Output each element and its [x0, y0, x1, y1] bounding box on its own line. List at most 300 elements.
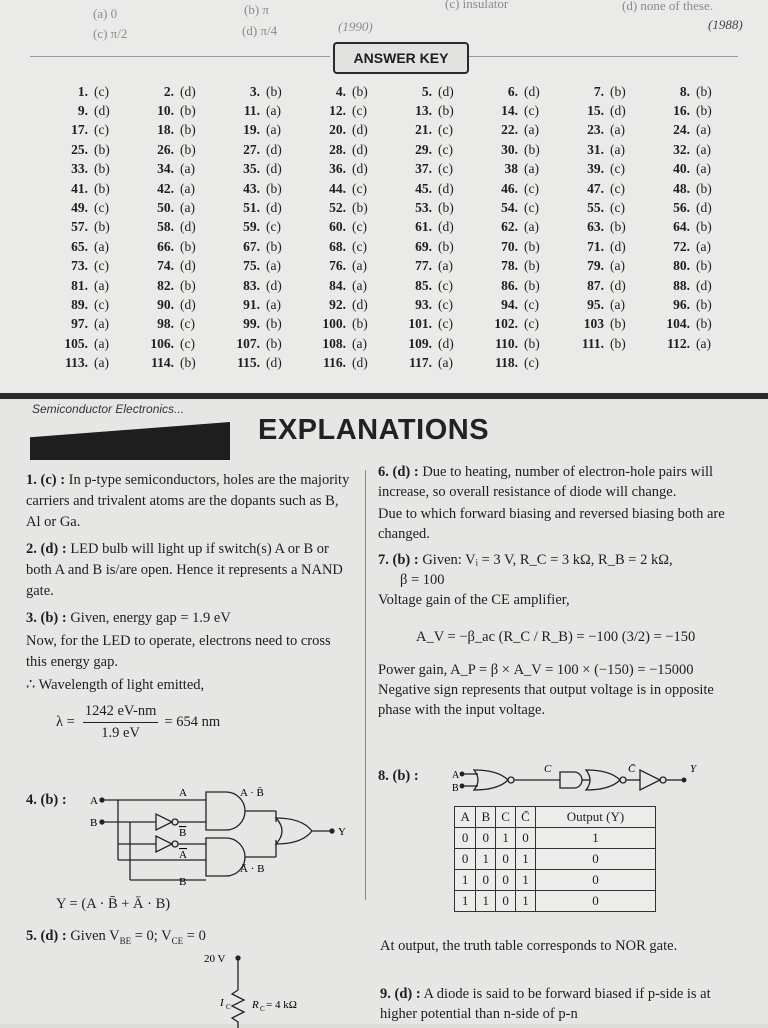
answer-value: (b)	[266, 83, 282, 99]
answer-value: (d)	[94, 103, 110, 119]
answer-number: 104.	[666, 316, 690, 332]
truth-table-cell: 1	[476, 849, 496, 870]
answer-value: (b)	[610, 83, 626, 99]
rc-value: = 4 kΩ	[266, 999, 297, 1011]
truth-table-cell: 0	[535, 891, 655, 912]
explanation-6-text: Due to which forward biasing and reversed biasing both are changed.	[378, 506, 725, 542]
answer-number: 24.	[673, 122, 690, 138]
divider	[30, 56, 330, 57]
answer-cell	[564, 103, 650, 119]
answer-number: 76.	[329, 258, 346, 274]
nor-circuit-diagram	[450, 760, 750, 800]
answer-cell	[306, 103, 392, 119]
circuit-result: Y = (A · B̄ + Ā · B)	[56, 896, 171, 912]
answer-value: (a)	[524, 122, 539, 138]
answer-value: (c)	[438, 122, 453, 138]
answer-grid	[48, 82, 738, 373]
answer-cell	[48, 142, 134, 158]
answer-cell	[564, 122, 650, 138]
wire-a-label: A	[179, 787, 187, 799]
explanation-text: Given V	[70, 928, 120, 944]
answer-cell	[220, 161, 306, 177]
truth-table-cell: 0	[496, 891, 516, 912]
answer-key-title: ANSWER KEY	[333, 42, 469, 74]
answer-value: (c)	[94, 122, 109, 138]
answer-option: (b) :	[392, 768, 419, 784]
answer-number: 66.	[157, 238, 174, 254]
truth-table-cell: 1	[516, 891, 536, 912]
truth-table-header-cell: B	[476, 807, 496, 828]
answer-number: 77.	[415, 258, 432, 274]
answer-value: (b)	[352, 83, 368, 99]
answer-value: (a)	[180, 200, 195, 216]
answer-number: 99.	[243, 316, 260, 332]
answer-value: (a)	[696, 141, 711, 157]
answer-number: 15.	[587, 103, 604, 119]
wavelength-equation	[56, 698, 354, 746]
equation-rhs: = 654 nm	[164, 713, 221, 730]
prev-option: (d) π/4	[242, 23, 278, 38]
answer-cell	[650, 181, 736, 197]
answer-cell	[306, 336, 392, 352]
answer-value: (d)	[180, 258, 196, 274]
prev-option: (d) none of these.	[622, 0, 713, 13]
answer-row	[48, 179, 738, 198]
answer-row	[48, 237, 738, 256]
answer-value: (c)	[438, 316, 453, 332]
answer-value: (d)	[266, 277, 282, 293]
answer-cell	[220, 297, 306, 313]
answer-cell	[478, 103, 564, 119]
output-y-label: Y	[690, 763, 697, 775]
answer-row	[48, 82, 738, 101]
answer-number: 92.	[329, 296, 346, 312]
answer-number: 74.	[157, 258, 174, 274]
answer-value: (c)	[610, 161, 625, 177]
answer-cell	[220, 200, 306, 216]
answer-number: 68.	[329, 238, 346, 254]
answer-value: (d)	[438, 219, 454, 235]
answer-value: (a)	[94, 335, 109, 351]
answer-cell	[134, 161, 220, 177]
answer-number: 93.	[415, 296, 432, 312]
answer-value: (c)	[438, 141, 453, 157]
answer-cell	[650, 258, 736, 274]
answer-cell	[564, 239, 650, 255]
answer-value: (b)	[180, 103, 196, 119]
answer-number: 44.	[329, 180, 346, 196]
prev-option-year: (1988)	[708, 17, 743, 32]
answer-number: 61.	[415, 219, 432, 235]
answer-cell	[220, 142, 306, 158]
answer-cell	[48, 161, 134, 177]
answer-row	[48, 101, 738, 120]
answer-cell	[48, 336, 134, 352]
answer-value: (b)	[696, 316, 712, 332]
answer-value: (a)	[94, 238, 109, 254]
truth-table-cell: 0	[516, 828, 536, 849]
answer-value: (d)	[524, 83, 540, 99]
answer-number: 53.	[415, 200, 432, 216]
answer-cell	[306, 84, 392, 100]
answer-cell	[48, 181, 134, 197]
answer-value: (d)	[266, 161, 282, 177]
truth-table-header	[455, 807, 656, 828]
answer-cell	[134, 278, 220, 294]
answer-cell	[650, 84, 736, 100]
answer-value: (b)	[438, 103, 454, 119]
nor-conclusion: At output, the truth table corresponds to NOR gate.	[380, 938, 678, 954]
answer-option: (b) :	[40, 610, 67, 626]
answer-value: (a)	[610, 296, 625, 312]
truth-table-cell: 1	[476, 891, 496, 912]
input-a-label: A	[452, 770, 460, 781]
answer-number: 45.	[415, 180, 432, 196]
answer-value: (d)	[696, 277, 712, 293]
explanation-text: A diode is said to be forward biased if p-side is at higher potential than n-side of p-n	[380, 986, 711, 1022]
answer-cell	[478, 278, 564, 294]
answer-number: 55.	[587, 200, 604, 216]
answer-number: 48.	[673, 180, 690, 196]
answer-number: 113.	[65, 355, 88, 371]
answer-cell	[478, 297, 564, 313]
answer-value: (b)	[696, 258, 712, 274]
answer-value: (d)	[438, 335, 454, 351]
answer-cell	[48, 200, 134, 216]
prev-option: (c) insulator	[445, 0, 509, 11]
answer-cell	[478, 336, 564, 352]
answer-value: (a)	[94, 316, 109, 332]
answer-value: (a)	[180, 180, 195, 196]
answer-cell	[220, 84, 306, 100]
answer-number: 58.	[157, 219, 174, 235]
answer-cell	[134, 297, 220, 313]
answer-cell	[306, 355, 392, 371]
and-output-2-label: Ā · B	[240, 863, 265, 875]
answer-cell	[220, 181, 306, 197]
answer-cell	[650, 103, 736, 119]
truth-table-row	[455, 891, 656, 912]
answer-value: (c)	[438, 277, 453, 293]
answer-number: 69.	[415, 238, 432, 254]
answer-row	[48, 218, 738, 237]
prev-option: (c) π/2	[93, 26, 128, 41]
gain-intro: Voltage gain of the CE amplifier,	[378, 592, 570, 608]
answer-cell	[478, 200, 564, 216]
wire-c-label: C	[544, 763, 552, 775]
answer-number: 21.	[415, 122, 432, 138]
answer-cell	[650, 278, 736, 294]
answer-number: 116.	[323, 355, 346, 371]
answer-cell	[220, 219, 306, 235]
answer-value: (a)	[696, 238, 711, 254]
answer-cell	[306, 161, 392, 177]
answer-number: 9.	[77, 103, 88, 119]
and-output-1-label: A · B̄	[240, 787, 264, 799]
beta-value: β = 100	[400, 572, 445, 588]
answer-number: 8.	[679, 83, 690, 99]
answer-cell	[392, 355, 478, 371]
answer-cell	[392, 122, 478, 138]
answer-number: 89.	[71, 296, 88, 312]
answer-number: 67.	[243, 238, 260, 254]
answer-cell	[392, 239, 478, 255]
question-number: 2.	[26, 541, 37, 557]
answer-value: (a)	[352, 277, 367, 293]
answer-cell	[392, 161, 478, 177]
answer-number: 42.	[157, 180, 174, 196]
column-divider	[365, 470, 366, 900]
answer-value: (b)	[524, 277, 540, 293]
answer-number: 46.	[501, 180, 518, 196]
answer-number: 103	[583, 316, 604, 332]
answer-value: (b)	[438, 238, 454, 254]
answer-number: 73.	[71, 258, 88, 274]
answer-number: 22.	[501, 122, 518, 138]
answer-cell	[220, 103, 306, 119]
input-a-label: A	[90, 795, 98, 807]
answer-cell	[478, 161, 564, 177]
truth-table-cell: 0	[535, 870, 655, 891]
answer-value: (a)	[180, 161, 195, 177]
answer-cell	[478, 84, 564, 100]
answer-number: 62.	[501, 219, 518, 235]
answer-number: 18.	[157, 122, 174, 138]
truth-table-row	[455, 870, 656, 891]
answer-cell	[478, 355, 564, 371]
answer-cell	[564, 258, 650, 274]
answer-value: (b)	[94, 161, 110, 177]
answer-cell	[220, 278, 306, 294]
answer-value: (c)	[180, 316, 195, 332]
answer-value: (d)	[352, 161, 368, 177]
answer-number: 86.	[501, 277, 518, 293]
answer-value: (a)	[266, 296, 281, 312]
answer-number: 28.	[329, 141, 346, 157]
answer-value: (b)	[180, 238, 196, 254]
answer-cell	[220, 122, 306, 138]
answer-cell	[650, 336, 736, 352]
answer-cell	[220, 336, 306, 352]
wire-cbar-label: C̄	[628, 763, 636, 775]
answer-number: 51.	[243, 200, 260, 216]
answer-number: 96.	[673, 296, 690, 312]
answer-number: 70.	[501, 238, 518, 254]
answer-cell	[306, 181, 392, 197]
answer-value: (b)	[696, 103, 712, 119]
answer-cell	[564, 84, 650, 100]
answer-number: 88.	[673, 277, 690, 293]
answer-number: 95.	[587, 296, 604, 312]
answer-number: 1.	[77, 83, 88, 99]
answer-value: (b)	[180, 277, 196, 293]
answer-value: (d)	[438, 83, 454, 99]
answer-row	[48, 276, 738, 295]
answer-number: 106.	[150, 335, 174, 351]
answer-option: (d) :	[394, 986, 421, 1002]
answer-cell	[564, 161, 650, 177]
answer-number: 49.	[71, 200, 88, 216]
truth-table-cell: 0	[476, 828, 496, 849]
answer-row	[48, 140, 738, 159]
answer-cell	[306, 316, 392, 332]
answer-value: (a)	[610, 141, 625, 157]
explanation-8	[378, 760, 738, 1020]
answer-value: (d)	[180, 219, 196, 235]
answer-value: (b)	[266, 335, 282, 351]
answer-value: (d)	[266, 141, 282, 157]
truth-table-header-cell: A	[455, 807, 476, 828]
answer-value: (d)	[352, 122, 368, 138]
answer-value: (c)	[438, 296, 453, 312]
answer-number: 83.	[243, 277, 260, 293]
truth-table	[454, 806, 656, 912]
answer-number: 114.	[151, 355, 174, 371]
answer-value: (c)	[94, 258, 109, 274]
answer-option: (d) :	[40, 928, 67, 944]
answer-number: 5.	[421, 83, 432, 99]
answer-number: 81.	[71, 277, 88, 293]
answer-cell	[220, 258, 306, 274]
truth-table-header-cell: C	[496, 807, 516, 828]
answer-number: 112.	[667, 335, 690, 351]
answer-number: 26.	[157, 141, 174, 157]
answer-value: (a)	[266, 122, 281, 138]
input-b-label: B	[452, 783, 459, 794]
answer-value: (a)	[610, 122, 625, 138]
answer-cell	[650, 219, 736, 235]
answer-number: 56.	[673, 200, 690, 216]
answer-value: (d)	[438, 180, 454, 196]
truth-table-header-cell: C̄	[516, 807, 536, 828]
truth-table-cell: 0	[455, 849, 476, 870]
answer-number: 7.	[593, 83, 604, 99]
prev-option: (a) 0	[93, 6, 118, 21]
power-gain: Power gain, A_P = β × A_V = 100 × (−150) = −15000	[378, 662, 694, 678]
answer-cell	[306, 219, 392, 235]
truth-table-cell: 1	[516, 870, 536, 891]
answer-cell	[650, 142, 736, 158]
answer-number: 33.	[71, 161, 88, 177]
answer-number: 40.	[673, 161, 690, 177]
answer-row	[48, 334, 738, 353]
output-y-label: Y	[338, 826, 346, 838]
answer-value: (a)	[524, 161, 539, 177]
explanation-4	[26, 782, 356, 922]
answer-value: (a)	[352, 335, 367, 351]
answer-number: 16.	[673, 103, 690, 119]
prev-option: (b) π	[244, 2, 269, 17]
answer-cell	[478, 122, 564, 138]
answer-value: (b)	[696, 296, 712, 312]
answer-cell	[306, 258, 392, 274]
answer-value: (c)	[352, 219, 367, 235]
answer-cell	[478, 316, 564, 332]
answer-cell	[650, 239, 736, 255]
ic-label: I	[220, 997, 224, 1009]
section-label: Semiconductor Electronics...	[32, 402, 185, 416]
answer-value: (c)	[610, 180, 625, 196]
explanation-2	[26, 539, 354, 602]
explanation-text: Given: Vᵢ = 3 V, R_C = 3 kΩ, R_B = 2 kΩ,	[422, 552, 673, 568]
answer-cell	[48, 297, 134, 313]
truth-table-cell: 0	[476, 870, 496, 891]
answer-value: (b)	[696, 219, 712, 235]
explanation-5	[26, 928, 356, 1024]
answer-number: 54.	[501, 200, 518, 216]
answer-value: (a)	[352, 258, 367, 274]
answer-cell	[306, 142, 392, 158]
answer-value: (b)	[266, 180, 282, 196]
answer-number: 52.	[329, 200, 346, 216]
answer-value: (d)	[352, 355, 368, 371]
explanation-1	[26, 470, 354, 533]
answer-number: 23.	[587, 122, 604, 138]
divider	[468, 56, 738, 57]
answer-number: 6.	[507, 83, 518, 99]
answer-cell	[650, 161, 736, 177]
answer-value: (b)	[94, 219, 110, 235]
answer-cell	[478, 258, 564, 274]
answer-value: (a)	[696, 122, 711, 138]
answer-number: 85.	[415, 277, 432, 293]
answer-row	[48, 295, 738, 314]
explanation-text: In p-type semiconductors, holes are the majority carriers and trivalent atoms are the dopants such as B, Al or Ga.	[26, 472, 350, 530]
truth-table-cell: 1	[455, 891, 476, 912]
question-number: 4.	[26, 792, 37, 808]
answer-value: (a)	[610, 258, 625, 274]
answer-number: 59.	[243, 219, 260, 235]
fraction-numerator: 1242 eV-nm	[83, 701, 159, 723]
truth-table-cell: 1	[496, 828, 516, 849]
question-number: 7.	[378, 552, 389, 568]
answer-cell	[564, 316, 650, 332]
answer-cell	[478, 142, 564, 158]
answer-value: (b)	[180, 122, 196, 138]
answer-number: 38	[504, 161, 518, 177]
answer-cell	[564, 181, 650, 197]
answer-cell	[220, 355, 306, 371]
answer-cell	[134, 181, 220, 197]
answer-number: 57.	[71, 219, 88, 235]
answer-number: 14.	[501, 103, 518, 119]
negative-sign-note: Negative sign represents that output voltage is in opposite phase with the input voltage.	[378, 682, 714, 718]
answer-value: (b)	[180, 141, 196, 157]
answer-number: 80.	[673, 258, 690, 274]
wire-abar-label: A	[179, 849, 187, 861]
answer-cell	[134, 142, 220, 158]
answer-number: 65.	[71, 238, 88, 254]
explanation-7	[378, 550, 730, 570]
truth-table-cell: 0	[496, 870, 516, 891]
answer-row	[48, 353, 738, 372]
answer-value: (b)	[266, 316, 282, 332]
answer-cell	[134, 316, 220, 332]
wire-b-label: B	[179, 876, 187, 888]
answer-value: (d)	[610, 238, 626, 254]
answer-cell	[478, 219, 564, 235]
answer-value: (b)	[696, 180, 712, 196]
question-number: 9.	[380, 986, 391, 1002]
answer-value: (b)	[352, 200, 368, 216]
answer-value: (a)	[266, 258, 281, 274]
answer-cell	[48, 103, 134, 119]
answer-number: 13.	[415, 103, 432, 119]
answer-value: (b)	[610, 219, 626, 235]
answer-value: (b)	[266, 238, 282, 254]
answer-value: (c)	[524, 296, 539, 312]
answer-cell	[564, 219, 650, 235]
